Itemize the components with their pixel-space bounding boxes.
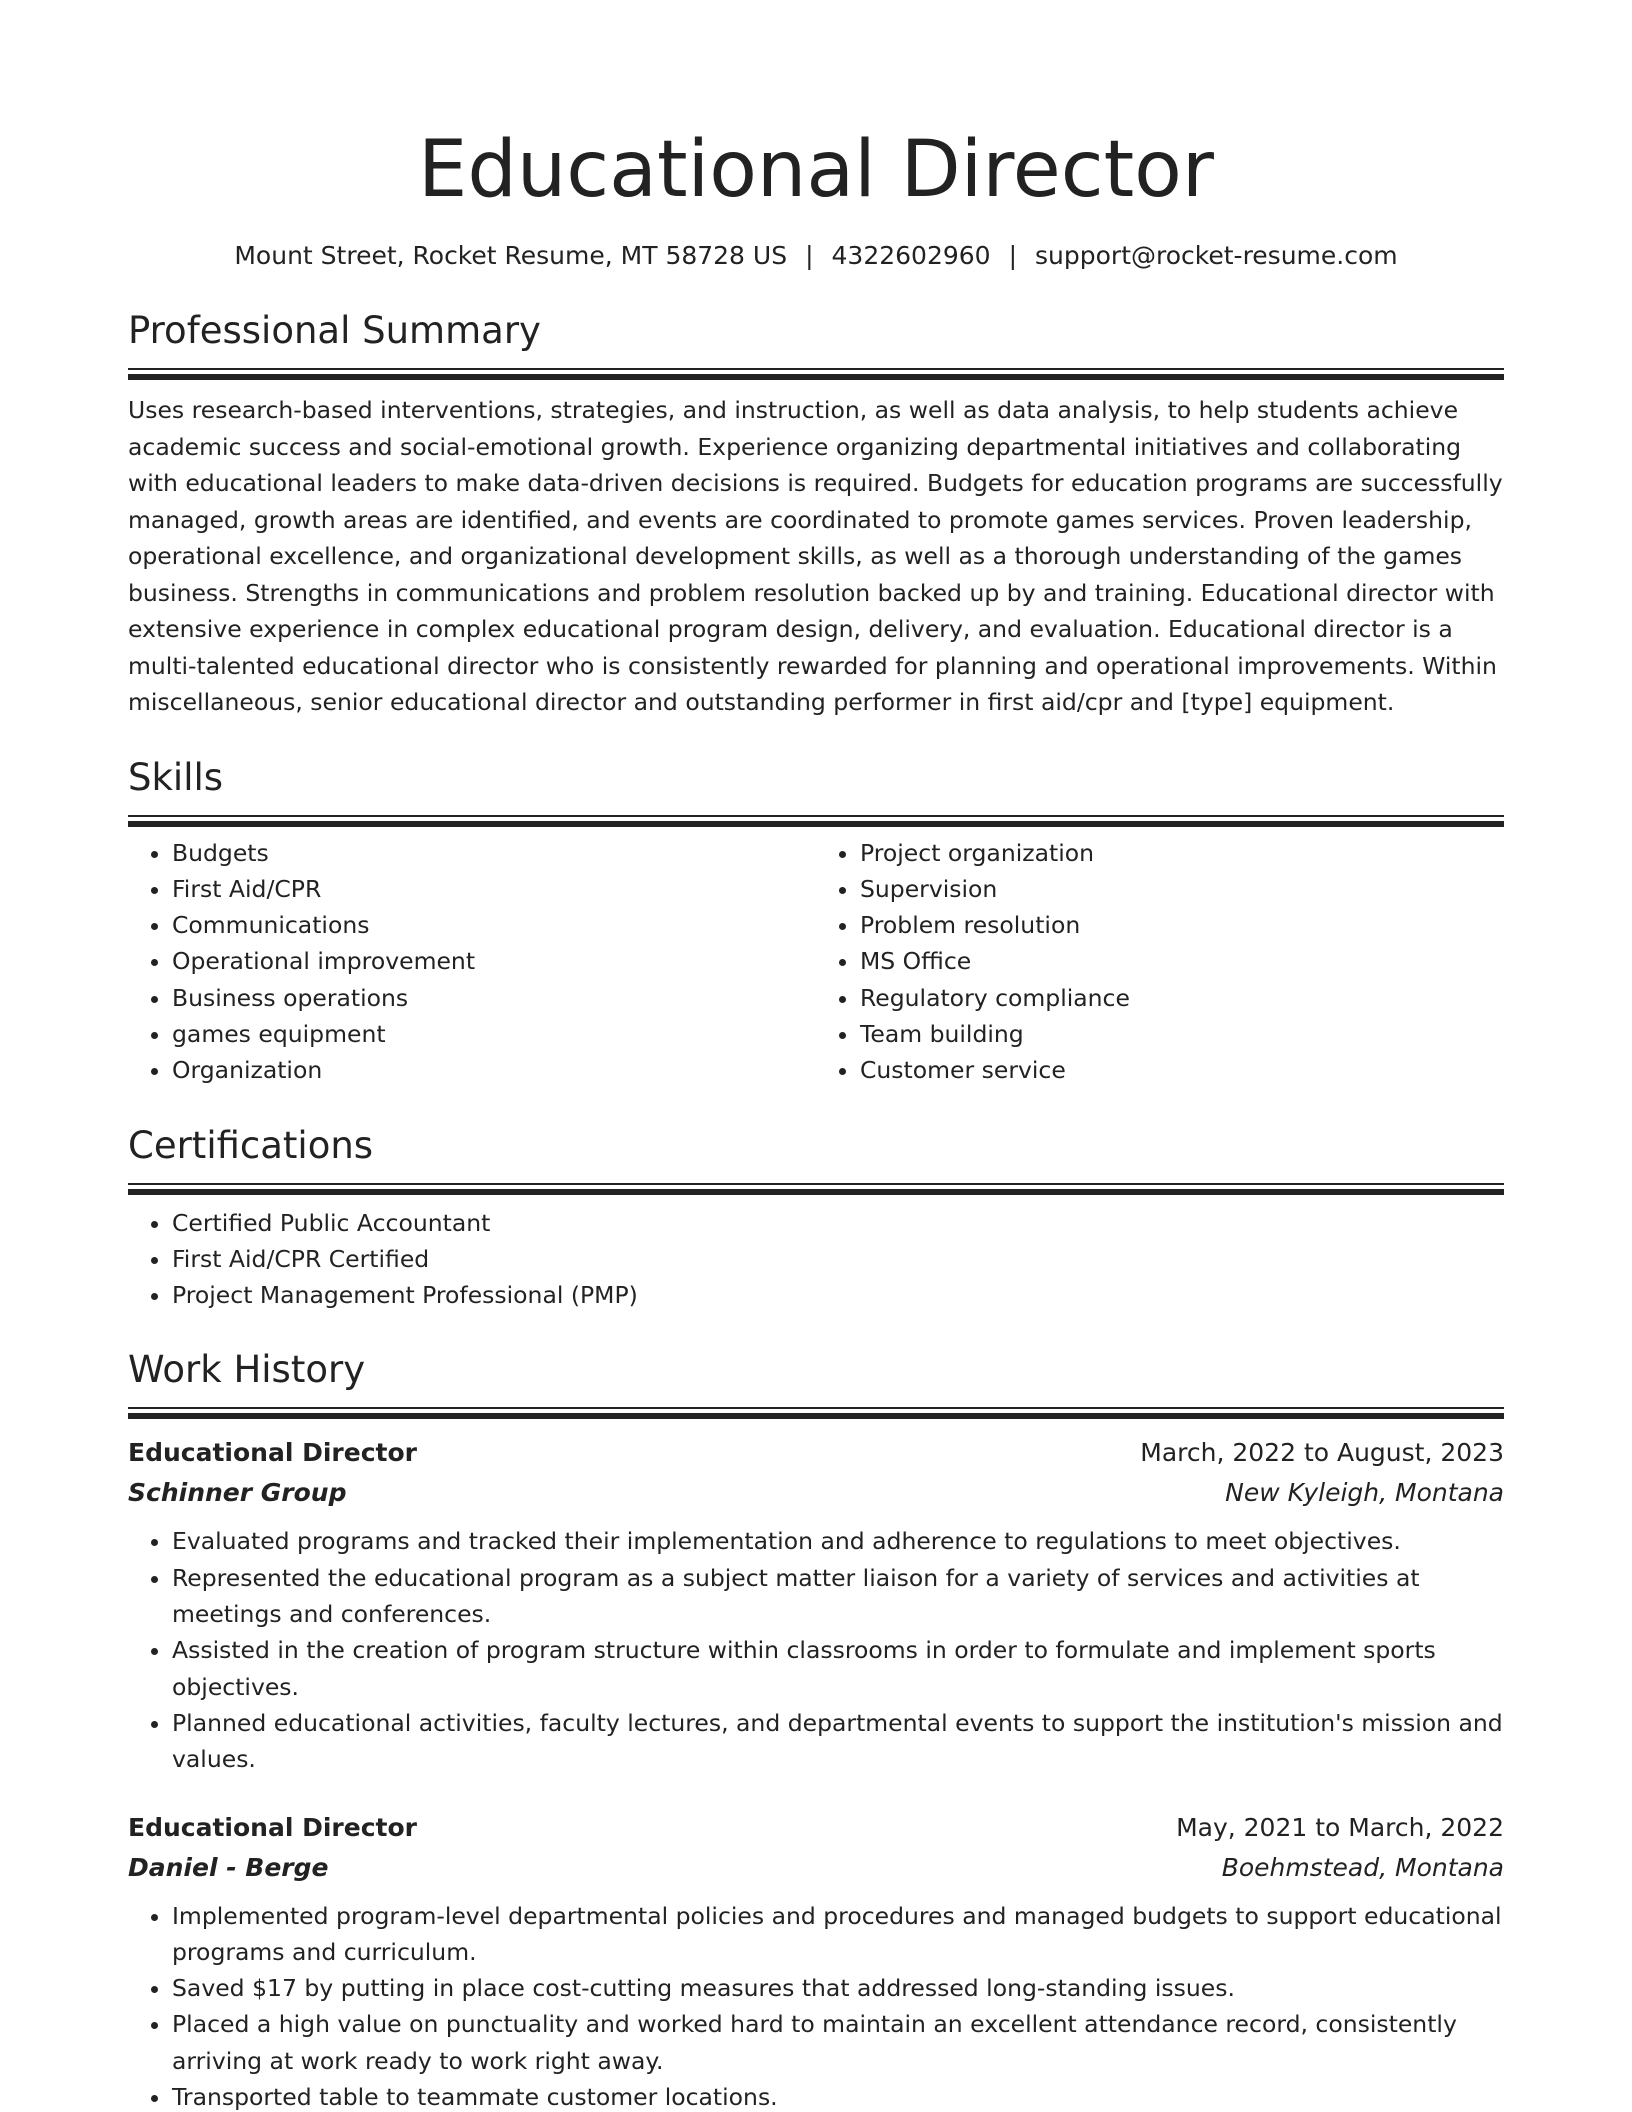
job-subheader-row <box>128 1848 1504 1888</box>
job-header-row <box>128 1808 1504 1848</box>
skill-item: • Problem resolution <box>860 907 1504 943</box>
skill-item: • Communications <box>172 907 816 943</box>
job-title: Educational Director <box>128 1438 417 1468</box>
skills-columns <box>128 835 1504 1089</box>
section-rule <box>128 368 1504 380</box>
skill-item: • Project organization <box>860 835 1504 871</box>
job-subheader-row <box>128 1473 1504 1513</box>
skill-item: • Supervision <box>860 871 1504 907</box>
job-dates: May, 2021 to March, 2022 <box>1176 1812 1504 1842</box>
job-bullets <box>128 1523 1504 1777</box>
contact-address: Mount Street, Rocket Resume, MT 58728 US <box>234 241 788 270</box>
job-bullet: • Placed a high value on punctuality and worked hard to maintain an excellent attendance record, consistently arriving at work ready to work right away. <box>172 2006 1504 2079</box>
job-dates: March, 2022 to August, 2023 <box>1140 1438 1504 1468</box>
job-title: Educational Director <box>128 1812 417 1842</box>
skill-item: • Budgets <box>172 835 816 871</box>
job-bullets <box>128 1898 1504 2112</box>
job-company: Daniel - Berge <box>128 1852 329 1882</box>
certifications-list <box>128 1205 1504 1314</box>
section-rule <box>128 1407 1504 1419</box>
skill-item: • Organization <box>172 1052 816 1088</box>
job-location: New Kyleigh, Montana <box>1225 1478 1504 1508</box>
contact-phone: 4322602960 <box>831 241 991 270</box>
skill-item: • MS Office <box>860 943 1504 979</box>
section-certifications <box>128 1121 1504 1314</box>
section-title: Skills <box>128 755 224 799</box>
resume-content <box>128 118 1504 2112</box>
skill-item: • games equipment <box>172 1016 816 1052</box>
certification-item: • Certified Public Accountant <box>172 1205 1504 1241</box>
section-skills <box>128 753 1504 1089</box>
certification-item: • Project Management Professional (PMP) <box>172 1277 1504 1313</box>
job-bullet: • Assisted in the creation of program structure within classrooms in order to formulate and implement sports objectives. <box>172 1632 1504 1705</box>
job-bullet: • Evaluated programs and tracked their implementation and adherence to regulations to meet objectives. <box>172 1523 1504 1559</box>
job-bullet: • Planned educational activities, faculty lectures, and departmental events to support the institution's mission and values. <box>172 1705 1504 1778</box>
section-title: Certifications <box>128 1123 374 1167</box>
job-bullet: • Represented the educational program as a subject matter liaison for a variety of services and activities at meetings and conferences. <box>172 1560 1504 1633</box>
job-company: Schinner Group <box>128 1478 347 1508</box>
job-bullet: • Saved $17 by putting in place cost-cutting measures that addressed long-standing issues. <box>172 1970 1504 2006</box>
section-title: Professional Summary <box>128 309 541 352</box>
skill-item: • Operational improvement <box>172 943 816 979</box>
skills-list-left <box>128 835 816 1089</box>
job-location: Boehmstead, Montana <box>1221 1852 1504 1882</box>
section-work-history <box>128 1345 1504 2112</box>
certification-item: • First Aid/CPR Certified <box>172 1241 1504 1277</box>
job-entry <box>128 1433 1504 1777</box>
contact-email: support@rocket-resume.com <box>1035 241 1398 270</box>
job-entry <box>128 1808 1504 2112</box>
skill-item: • Customer service <box>860 1052 1504 1088</box>
resume-name: Educational Director <box>418 125 1214 215</box>
contact-separator: | <box>1008 241 1018 270</box>
section-rule <box>128 1183 1504 1195</box>
job-bullet: • Transported table to teammate customer locations. <box>172 2079 1504 2112</box>
skill-item: • Team building <box>860 1016 1504 1052</box>
skill-item: • First Aid/CPR <box>172 871 816 907</box>
section-title: Work History <box>128 1348 366 1392</box>
contact-line <box>128 238 1504 274</box>
skill-item: • Regulatory compliance <box>860 980 1504 1016</box>
skill-item: • Business operations <box>172 980 816 1016</box>
job-bullet: • Implemented program-level departmental policies and procedures and managed budgets to support educational programs and curriculum. <box>172 1898 1504 1971</box>
contact-separator: | <box>805 241 814 270</box>
skills-list-right <box>816 835 1504 1089</box>
section-rule <box>128 815 1504 827</box>
section-professional-summary <box>128 306 1504 721</box>
summary-text: Uses research-based interventions, strategies, and instruction, as well as data analysis, to help students achieve academic success and social-emotional growth. Experience organizing departmental initiatives and collaborating with educational leaders to make data-driven decisions is required. Budgets for education programs are successfully managed, growth areas are identified, and events are coordinated to promote games services. Proven leadership, operational excellence, and organizational development skills, as well as a thorough understanding of the games business. Strengths in communications and problem resolution backed up by and training. Educational director with extensive experience in complex educational program design, delivery, and evaluation. Educational director is a multi-talented educational director who is consistently rewarded for planning and operational improvements. Within miscellaneous, senior educational director and outstanding performer in first aid/cpr and [type] equipment. <box>128 396 1503 716</box>
job-header-row <box>128 1433 1504 1473</box>
